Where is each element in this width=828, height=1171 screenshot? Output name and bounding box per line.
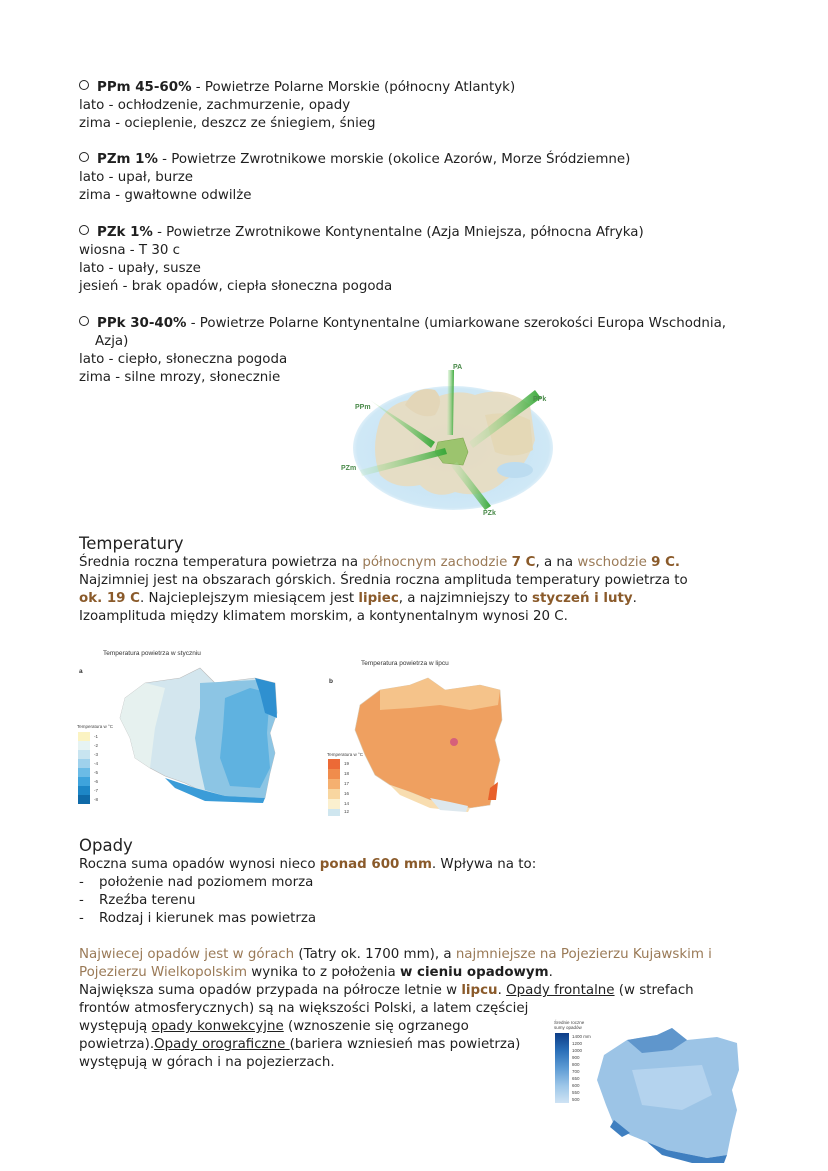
pzm-winter: zima - gwałtowne odwilże bbox=[79, 188, 252, 203]
precip-factor-3: - Rodzaj i kierunek mas powietrza bbox=[79, 911, 317, 926]
bullet-icon bbox=[79, 225, 89, 235]
air-mass-pzm-heading: PZm 1% - Powietrze Zwrotnikowe morskie (okolice Azorów, Morze Śródziemne) bbox=[79, 151, 630, 169]
section-heading-precipitation: Opady bbox=[79, 836, 133, 855]
air-mass-ppk-heading: PPk 30-40% - Powietrze Polarne Kontynentalne (umiarkowane szerokości Europa Wschodnia, bbox=[79, 315, 726, 333]
precip-intro: Roczna suma opadów wynosi nieco ponad 600 mm. Wpływa na to: bbox=[79, 857, 537, 872]
label-ppm: PPm bbox=[355, 404, 371, 411]
map-july-letter: b bbox=[329, 678, 333, 685]
temp-paragraph-line-2: Najzimniej jest na obszarach górskich. Średnia roczna amplituda temperatury powietrza to bbox=[79, 573, 688, 588]
air-mass-pzk-heading: PZk 1% - Powietrze Zwrotnikowe Kontynentalne (Azja Mniejsza, północna Afryka) bbox=[79, 224, 644, 242]
map-july-title: Temperatura powietrza w lipcu bbox=[361, 660, 449, 667]
bullet-icon bbox=[79, 316, 89, 326]
precip-factor-2: - Rzeźba terenu bbox=[79, 893, 196, 908]
ppk-winter: zima - silne mrozy, słonecznie bbox=[79, 370, 281, 385]
precip-paragraph-line-2: Pojezierzu Wielkopolskim wynika to z położenia w cieniu opadowym. bbox=[79, 965, 553, 980]
label-pa: PA bbox=[453, 364, 463, 371]
map-precipitation: Średnie roczne sumy opadów 1400 mm 1200 1000 900 800 700 650 600 550 500 bbox=[552, 1020, 747, 1165]
pzk-autumn: jesień - brak opadów, ciepła słoneczna pogoda bbox=[79, 279, 393, 294]
precip-paragraph-line-7: występują w górach i na pojezierzach. bbox=[79, 1055, 335, 1070]
temp-paragraph-line-4: Izoamplituda między klimatem morskim, a kontynentalnym wynosi 20 C. bbox=[79, 609, 568, 624]
precip-paragraph-line-4: frontów atmosferycznych) są na większości Polski, a latem częściej bbox=[79, 1001, 529, 1016]
temp-paragraph-line-1: Średnia roczna temperatura powietrza na północnym zachodzie 7 C, a na wschodzie 9 C. bbox=[79, 555, 681, 570]
bullet-icon bbox=[79, 80, 89, 90]
ppk-summer: lato - ciepło, słoneczna pogoda bbox=[79, 352, 288, 367]
label-pzm: PZm bbox=[341, 465, 357, 472]
map-january-legend-title: Temperatura w °C bbox=[77, 724, 114, 729]
ppm-winter: zima - ocieplenie, deszcz ze śniegiem, śnieg bbox=[79, 116, 376, 131]
poland-map-july bbox=[350, 670, 510, 815]
precip-paragraph-line-5: występują opady konwekcyjne (wznoszenie się ogrzanego bbox=[79, 1019, 469, 1034]
map-july-temperature: Temperatura powietrza w lipcu b Temperatura w °C 19 18 17 16 14 12 bbox=[325, 658, 510, 816]
map-july-legend-title: Temperatura w °C bbox=[327, 752, 364, 757]
poland-map-precipitation bbox=[592, 1025, 747, 1165]
pzk-summer: lato - upały, susze bbox=[79, 261, 201, 276]
poland-map-january bbox=[105, 658, 285, 808]
label-ppk: PPk bbox=[533, 396, 547, 403]
map-january-temperature: Temperatura powietrza w styczniu a Temperatura w °C -1 -2 -3 -4 -5 -6 -7 -8 bbox=[75, 648, 285, 808]
precip-paragraph-line-3: Największa suma opadów przypada na półrocze letnie w lipcu. Opady frontalne (w strefach bbox=[79, 983, 694, 998]
map-precip-legend-title: Średnie roczne sumy opadów bbox=[554, 1020, 585, 1030]
section-heading-temperatures: Temperatury bbox=[79, 534, 184, 553]
ppm-summer: lato - ochłodzenie, zachmurzenie, opady bbox=[79, 98, 351, 113]
label-pzk: PZk bbox=[483, 510, 496, 517]
air-mass-ppm-heading: PPm 45-60% - Powietrze Polarne Morskie (północny Atlantyk) bbox=[79, 79, 515, 97]
temp-paragraph-line-3: ok. 19 C. Najcieplejszym miesiącem jest lipiec, a najzimniejszy to styczeń i luty. bbox=[79, 591, 637, 606]
bullet-icon bbox=[79, 152, 89, 162]
pzk-spring: wiosna - T 30 c bbox=[79, 243, 180, 258]
ppk-description-cont: Azja) bbox=[95, 334, 129, 349]
map-january-letter: a bbox=[79, 668, 83, 675]
precip-factor-1: - położenie nad poziomem morza bbox=[79, 875, 314, 890]
pzm-summer: lato - upał, burze bbox=[79, 170, 193, 185]
europe-map-illustration bbox=[335, 360, 570, 525]
arrow-pa bbox=[447, 370, 454, 435]
precip-paragraph-line-1: Najwiecej opadów jest w górach (Tatry ok. 1700 mm), a najmniejsze na Pojezierzu Kujawskim i bbox=[79, 947, 712, 962]
precip-legend-bar bbox=[555, 1033, 569, 1103]
map-january-title: Temperatura powietrza w styczniu bbox=[103, 650, 201, 657]
air-mass-map bbox=[335, 360, 570, 525]
precip-paragraph-line-6: powietrza).Opady orograficzne (bariera wzniesień mas powietrza) bbox=[79, 1037, 521, 1052]
